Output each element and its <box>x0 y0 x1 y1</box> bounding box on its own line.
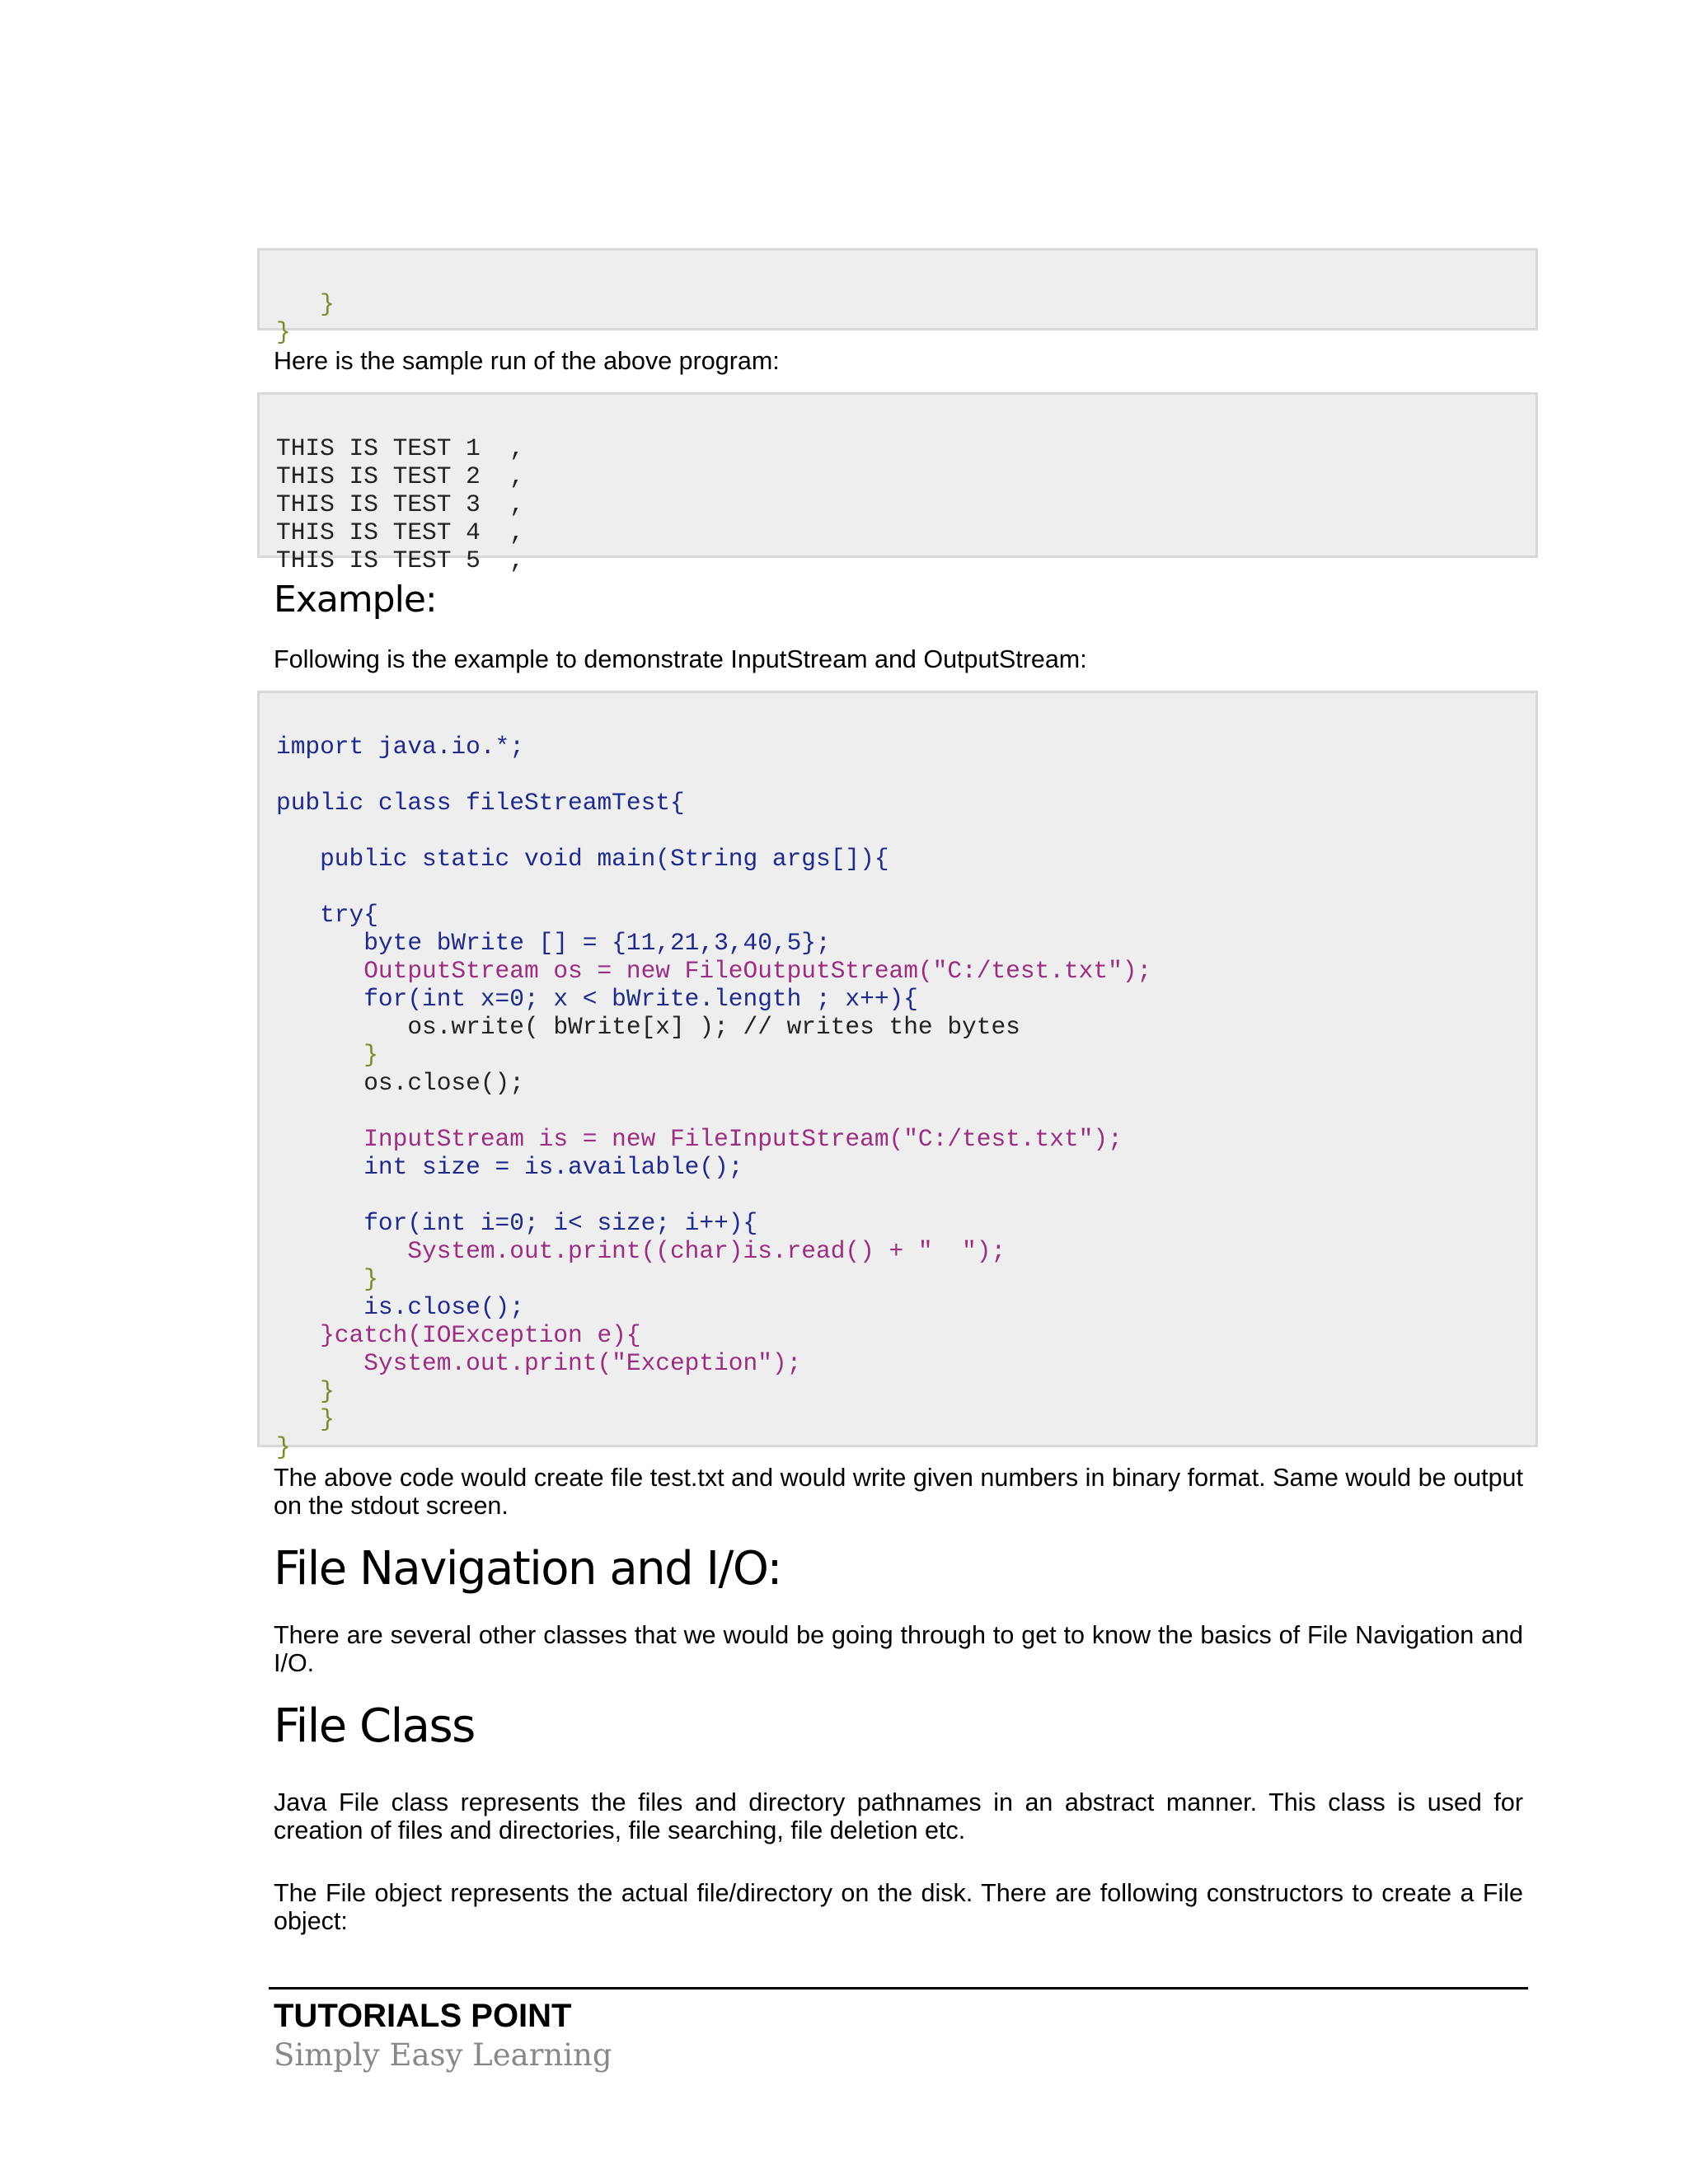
output-line: THIS IS TEST 4 , <box>276 518 524 546</box>
footer-tagline: Simply Easy Learning <box>274 2037 612 2073</box>
code-line: byte bWrite [] = {11,21,3,40,5}; <box>276 929 831 957</box>
code-line: InputStream is = new FileInputStream("C:/test.txt"); <box>276 1125 1123 1153</box>
code-line: try{ <box>276 901 378 929</box>
code-line <box>276 817 1536 845</box>
code-line: }catch(IOException e){ <box>276 1321 641 1349</box>
heading-file-class: File Class <box>274 1699 475 1753</box>
code-line <box>276 873 1536 901</box>
code-line: OutputStream os = new FileOutputStream("C:/test.txt"); <box>276 957 1152 985</box>
code-line: } <box>276 1433 291 1461</box>
paragraph-file-class-2: The File object represents the actual file/directory on the disk. There are following constructors to create a File object: <box>274 1879 1523 1935</box>
code-block-sample-output <box>257 392 1538 574</box>
code-line: } <box>276 1377 335 1405</box>
code-line: public class fileStreamTest{ <box>276 789 685 817</box>
code-line <box>276 761 1536 789</box>
code-line: } <box>276 1265 378 1293</box>
paragraph-above-code: The above code would create file test.txt and would write given numbers in binary format. Same would be output on the stdout screen. <box>274 1464 1523 1520</box>
code-line: System.out.print((char)is.read() + " "); <box>276 1237 1006 1265</box>
code-line: os.close(); <box>276 1069 524 1097</box>
paragraph-sample-run: Here is the sample run of the above program: <box>274 347 780 375</box>
code-line: System.out.print("Exception"); <box>276 1349 802 1377</box>
code-block-closing-braces <box>257 248 1538 346</box>
code-line: for(int x=0; x < bWrite.length ; x++){ <box>276 985 918 1013</box>
code-block-java-example <box>257 691 1538 1461</box>
code-line: } <box>276 1041 378 1069</box>
output-line: THIS IS TEST 3 , <box>276 490 524 518</box>
output-line: THIS IS TEST 2 , <box>276 462 524 490</box>
output-line: THIS IS TEST 5 , <box>276 546 524 574</box>
paragraph-file-class-1: Java File class represents the files and directory pathnames in an abstract manner. This class is used for creation of files and directories, file searching, file deletion etc. <box>274 1788 1523 1844</box>
paragraph-example-intro: Following is the example to demonstrate InputStream and OutputStream: <box>274 645 1087 673</box>
code-line: int size = is.available(); <box>276 1153 743 1181</box>
paragraph-file-navigation: There are several other classes that we would be going through to get to know the basics of File Navigation and I/O. <box>274 1621 1523 1677</box>
code-line: is.close(); <box>276 1293 524 1321</box>
code-line: } <box>276 290 335 318</box>
footer-brand: TUTORIALS POINT <box>274 1998 572 2034</box>
code-line: } <box>276 1405 335 1433</box>
heading-example: Example: <box>274 579 437 621</box>
code-line: } <box>276 318 291 346</box>
footer-divider <box>269 1987 1528 1990</box>
code-line: public static void main(String args[]){ <box>276 845 889 873</box>
heading-file-navigation: File Navigation and I/O: <box>274 1542 781 1596</box>
code-line: import java.io.*; <box>276 733 524 761</box>
code-line: os.write( bWrite[x] ); // writes the bytes <box>276 1013 1020 1041</box>
code-line: for(int i=0; i< size; i++){ <box>276 1209 758 1237</box>
output-line: THIS IS TEST 1 , <box>276 434 524 462</box>
code-line <box>276 1181 1536 1209</box>
code-line <box>276 1097 1536 1125</box>
